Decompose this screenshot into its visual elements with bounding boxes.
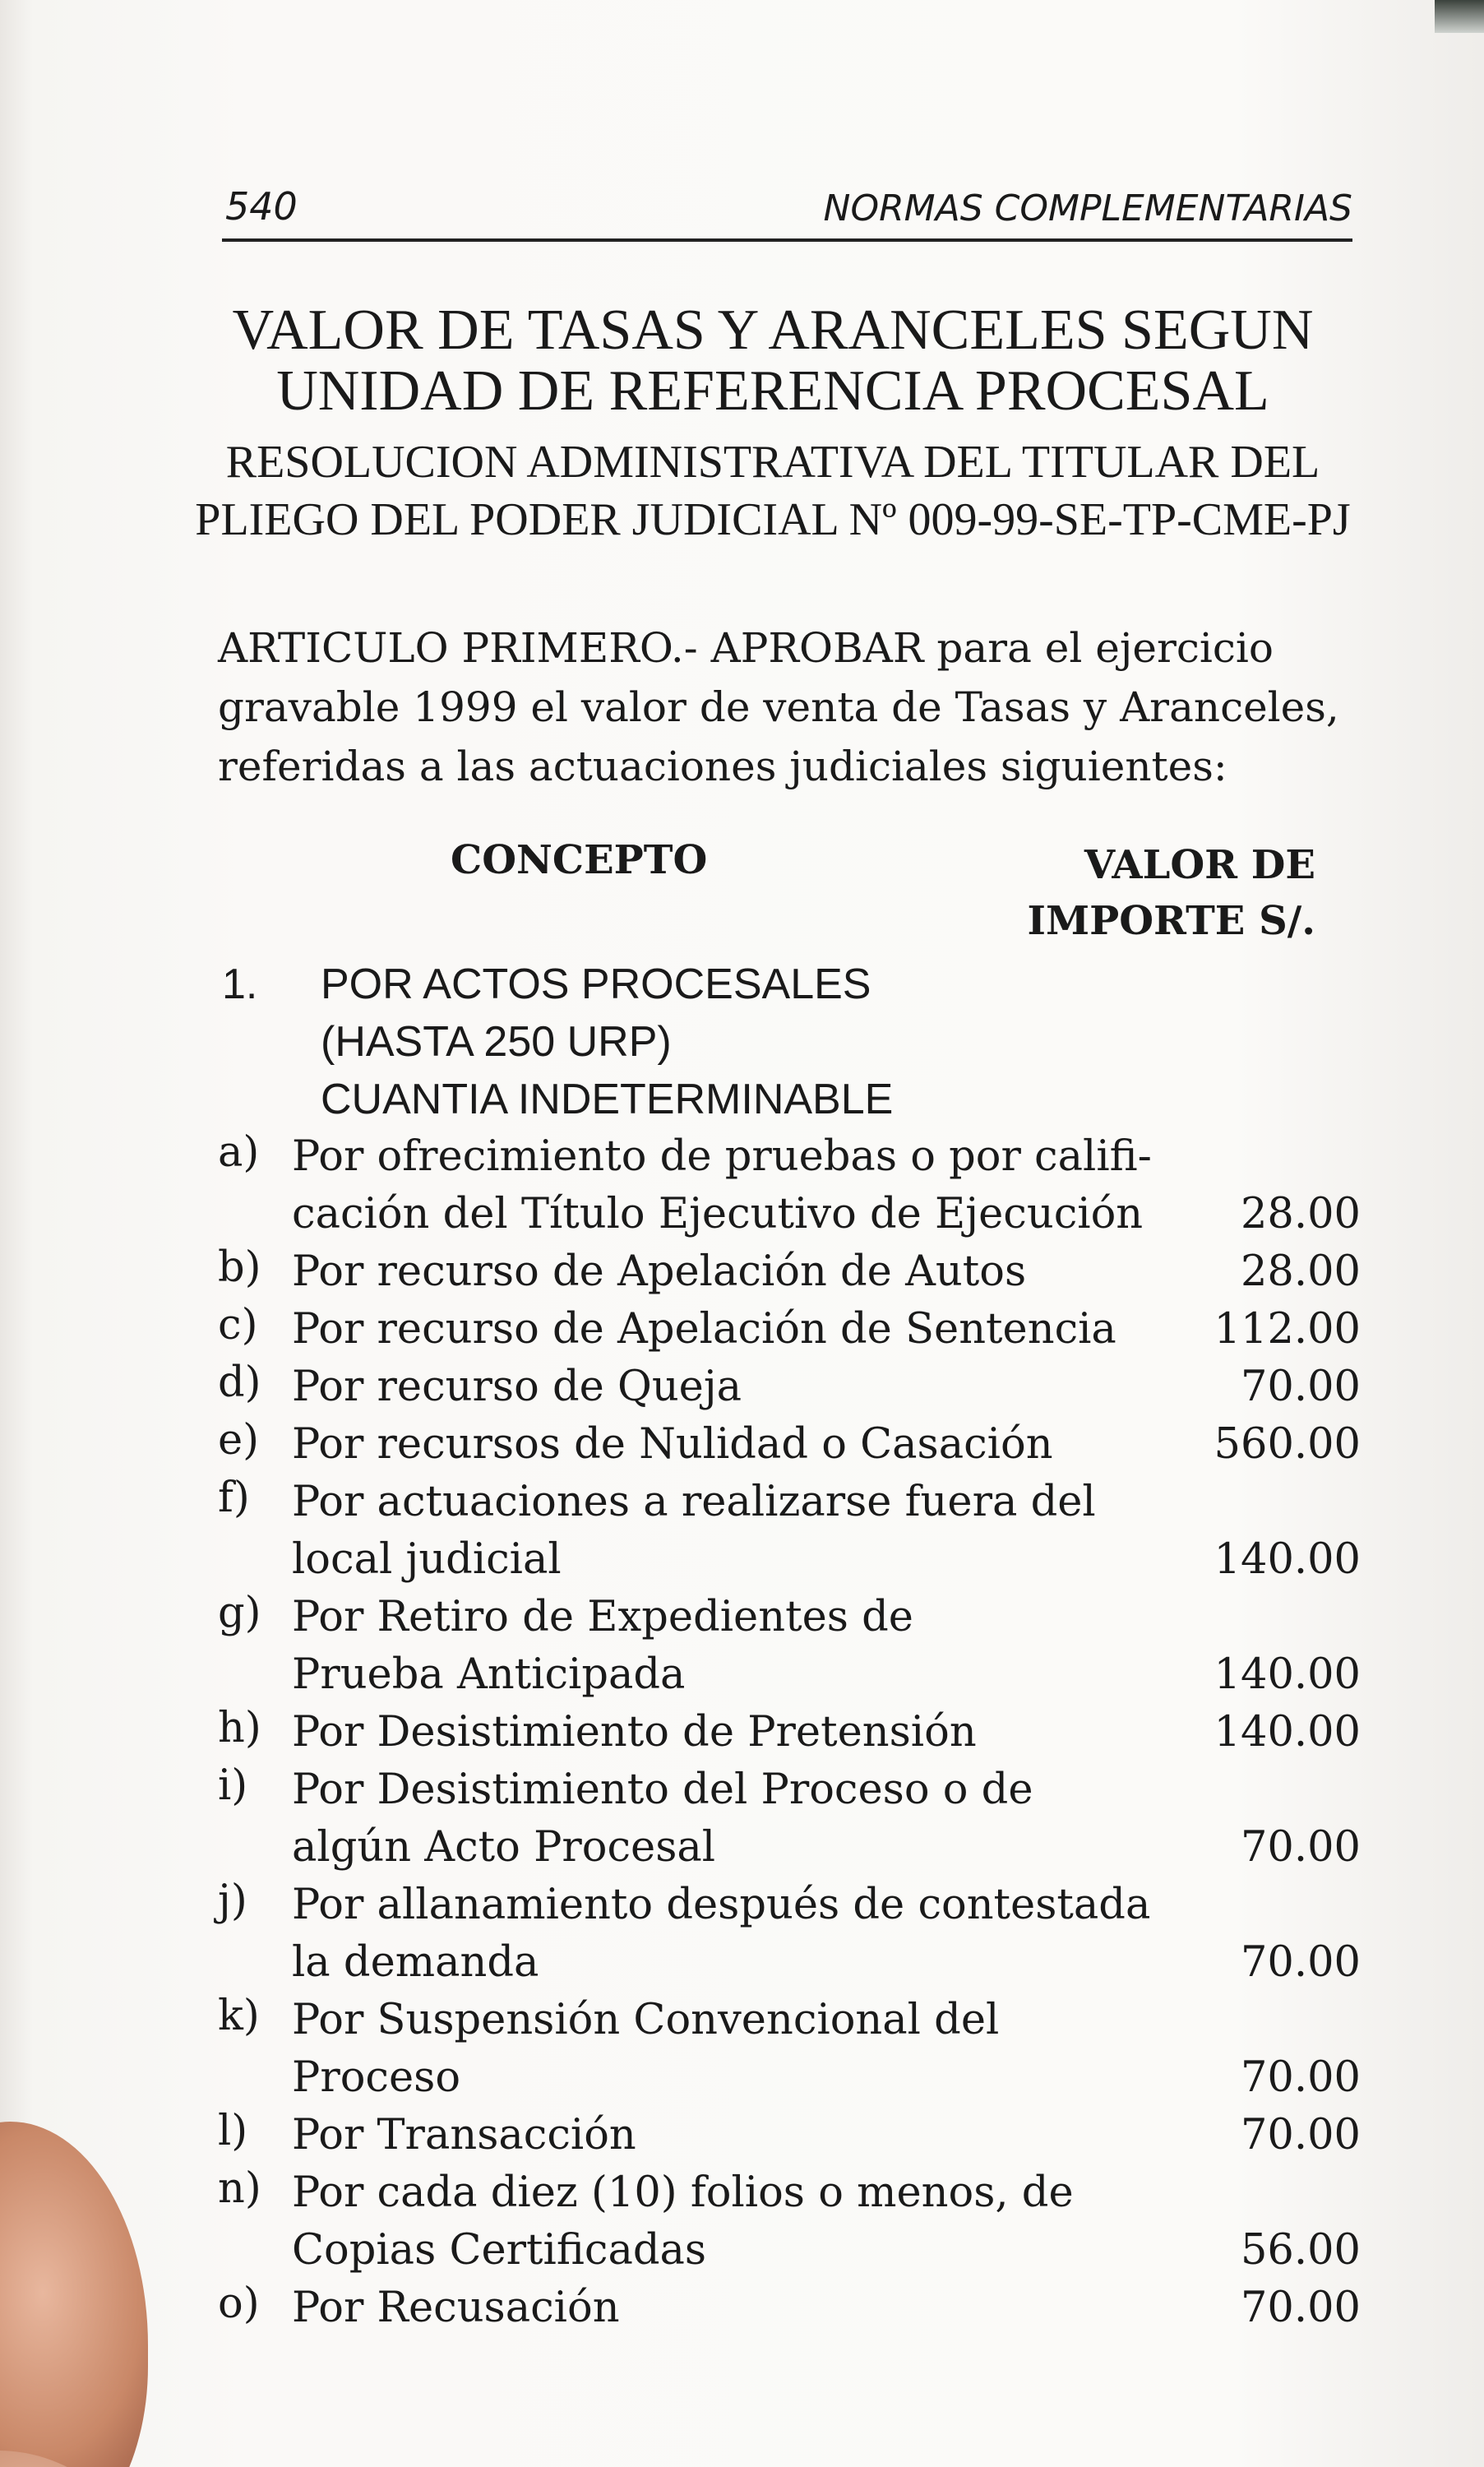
item-amount: 70.00: [1240, 1823, 1361, 1872]
fee-item: [218, 1474, 1361, 1589]
subtitle-line-2: PLIEGO DEL PODER JUDICIAL Nº 009-99-SE-TP-CME-PJ: [195, 494, 1351, 545]
fee-item: [218, 1761, 1361, 1877]
item-letter: k): [218, 1992, 260, 2040]
item-letter: j): [218, 1877, 247, 1925]
item-text-line-2: algún Acto Procesal: [292, 1823, 716, 1872]
item-letter: c): [218, 1301, 258, 1349]
item-amount: 70.00: [1240, 2053, 1361, 2102]
item-letter: d): [218, 1358, 261, 1407]
item-text-line-1: Por recursos de Nulidad o Casación: [292, 1420, 1053, 1469]
item-text-line-2: local judicial: [292, 1535, 562, 1584]
item-text-line-2: Prueba Anticipada: [292, 1650, 686, 1699]
item-amount: 140.00: [1214, 1708, 1361, 1757]
section-number: 1.: [222, 960, 258, 1008]
section-line-3: CUANTIA INDETERMINABLE: [321, 1076, 894, 1123]
section-line-1: POR ACTOS PROCESALES: [321, 960, 871, 1008]
column-header-concepto: CONCEPTO: [451, 837, 708, 883]
fee-item: [218, 1416, 1361, 1474]
item-amount: 70.00: [1240, 2284, 1361, 2332]
item-text-line-1: Por Recusación: [292, 2284, 620, 2332]
page-number: 540: [225, 184, 298, 229]
fee-item: [218, 2280, 1361, 2337]
item-letter: l): [218, 2107, 248, 2155]
section-line-2: (HASTA 250 URP): [321, 1018, 672, 1066]
item-amount: 70.00: [1240, 1938, 1361, 1987]
item-letter: g): [218, 1589, 261, 1637]
item-text-line-1: Por recurso de Queja: [292, 1363, 742, 1411]
item-text-line-1: Por recurso de Apelación de Sentencia: [292, 1305, 1116, 1354]
item-text-line-1: Por Desistimiento del Proceso o de: [292, 1766, 1033, 1814]
item-letter: h): [218, 1704, 261, 1752]
item-letter: a): [218, 1128, 260, 1177]
item-amount: 112.00: [1214, 1305, 1361, 1354]
item-amount: 70.00: [1240, 2111, 1361, 2159]
column-header-valor: [1028, 837, 1315, 949]
fee-item: [218, 2107, 1361, 2164]
item-amount: 56.00: [1240, 2226, 1361, 2275]
item-amount: 140.00: [1214, 1535, 1361, 1584]
item-text-line-1: Por Transacción: [292, 2111, 636, 2159]
finger-photo-edge: [0, 2122, 148, 2467]
fee-list: [218, 1128, 1361, 2337]
fee-item: [218, 2164, 1361, 2280]
item-letter: b): [218, 1243, 261, 1292]
item-letter: o): [218, 2280, 260, 2328]
fee-item: [218, 1358, 1361, 1416]
item-text-line-1: Por Desistimiento de Pretensión: [292, 1708, 977, 1757]
article-line-1: ARTICULO PRIMERO.- APROBAR para el ejercicio: [218, 624, 1274, 672]
fee-item: [218, 1128, 1361, 1243]
article-paragraph: [218, 618, 1361, 796]
item-text-line-1: Por ofrecimiento de pruebas o por califi-: [292, 1132, 1152, 1181]
item-text-line-1: Por actuaciones a realizarse fuera del: [292, 1478, 1096, 1526]
fee-item: [218, 1877, 1361, 1992]
fee-item: [218, 1992, 1361, 2107]
column-header-valor-line-2: IMPORTE S/.: [1027, 898, 1315, 944]
fee-item: [218, 1704, 1361, 1761]
item-letter: e): [218, 1416, 260, 1465]
item-text-line-2: la demanda: [292, 1938, 539, 1987]
page-header: [222, 173, 1352, 242]
item-amount: 560.00: [1214, 1420, 1361, 1469]
item-letter: f): [218, 1474, 250, 1522]
fee-item: [218, 1243, 1361, 1301]
item-letter: i): [218, 1761, 248, 1810]
item-amount: 28.00: [1240, 1247, 1361, 1296]
item-text-line-2: Copias Certificadas: [292, 2226, 707, 2275]
item-text-line-1: Por Retiro de Expedientes de: [292, 1593, 913, 1641]
corner-shadow: [1435, 0, 1484, 33]
article-line-3: referidas a las actuaciones judiciales siguientes:: [218, 743, 1227, 790]
title-line-1: VALOR DE TASAS Y ARANCELES SEGUN: [232, 299, 1314, 362]
item-letter: n): [218, 2164, 261, 2213]
item-amount: 140.00: [1214, 1650, 1361, 1699]
title-line-2: UNIDAD DE REFERENCIA PROCESAL: [276, 359, 1269, 423]
item-text-line-2: cación del Título Ejecutivo de Ejecución: [292, 1190, 1144, 1238]
item-text-line-1: Por cada diez (10) folios o menos, de: [292, 2168, 1074, 2217]
column-header-valor-line-1: VALOR DE: [1084, 842, 1315, 888]
item-text-line-1: Por allanamiento después de contestada: [292, 1881, 1151, 1929]
fee-item: [218, 1589, 1361, 1704]
item-amount: 28.00: [1240, 1190, 1361, 1238]
item-amount: 70.00: [1240, 1363, 1361, 1411]
article-line-2: gravable 1999 el valor de venta de Tasas y Aranceles,: [218, 683, 1339, 731]
running-head: NORMAS COMPLEMENTARIAS: [823, 187, 1352, 229]
fee-item: [218, 1301, 1361, 1358]
item-text-line-1: Por recurso de Apelación de Autos: [292, 1247, 1027, 1296]
subtitle-line-1: RESOLUCION ADMINISTRATIVA DEL TITULAR DEL: [225, 437, 1320, 488]
item-text-line-1: Por Suspensión Convencional del Proceso: [292, 1996, 1000, 2102]
